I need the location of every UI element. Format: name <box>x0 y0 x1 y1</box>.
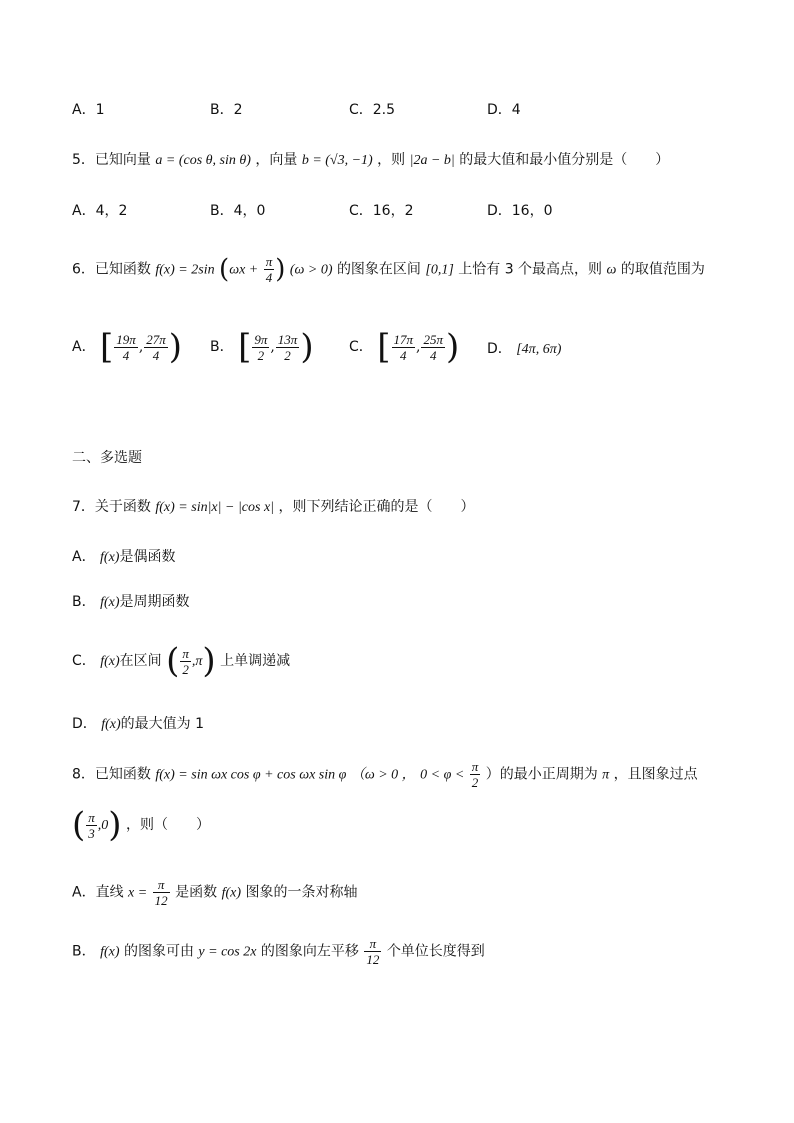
q6-mid: 的图象在区间 <box>336 261 421 278</box>
q6-option-a: A． [ $\frac{19\pi}{4}$ , $\frac{27\pi}{4}$ ) <box>72 327 183 367</box>
q5-option-d: D．16，0 <box>487 203 553 219</box>
q8-cond3: ）的最小正周期为 <box>485 766 598 783</box>
q6-func-fraction: $\frac{\pi}{4}$ <box>265 254 273 285</box>
question-7 <box>72 496 474 519</box>
q7-option-c: C． f(x)在区间 ( $\frac{\pi}{2}$ ,π) 上单调递减 <box>72 641 291 681</box>
q6-interval: [0,1] <box>425 262 454 278</box>
q7-suffix: ，则下列结论正确的是（ ） <box>278 499 475 515</box>
question-5 <box>72 149 669 172</box>
q8-function: f(x) = sin ωx cos φ + cos ωx sin φ <box>155 767 347 783</box>
q8-suffix: ，且图象过点 <box>613 766 698 783</box>
question-8 <box>72 759 698 790</box>
q7-option-b: B． f(x)是周期函数 <box>72 594 190 610</box>
q7-option-d: D． f(x)的最大值为 1 <box>72 716 205 732</box>
q6-suffix: 上恰有 3 个最高点，则 <box>458 261 603 278</box>
q8-then: ，则（ ） <box>126 817 210 833</box>
q6-condition: (ω > 0) <box>289 262 333 278</box>
q8-point-fraction: $\frac{\pi}{3}$ <box>88 809 95 841</box>
q4-option-c: C．2.5 <box>349 102 396 118</box>
q4-option-d: D．4 <box>487 102 521 118</box>
q7-option-a: A． f(x)是偶函数 <box>72 549 176 565</box>
q8-cond1: （ω > 0 ， <box>350 767 416 783</box>
q5-mid: ，向量 <box>255 152 298 168</box>
q6-func-inner: ωx + <box>229 262 259 278</box>
q8-period: π <box>602 767 610 783</box>
q7-function: f(x) = sin|x| − |cos x| <box>155 500 275 515</box>
q5-mid2: ，则 <box>377 152 406 168</box>
q8-point-line: ( $\frac{\pi}{3}$ ,0) ，则（ ） <box>72 805 210 845</box>
q8-prefix: 8．已知函数 <box>72 766 151 783</box>
q5-suffix: 的最大值和最小值分别是（ ） <box>459 152 670 168</box>
q5-prefix: 5．已知向量 <box>72 152 151 168</box>
q6-option-c: C． [ $\frac{17\pi}{4}$ , $\frac{25\pi}{4}$ ) <box>349 327 460 367</box>
q5-option-b: B．4，0 <box>210 203 266 219</box>
q4-option-b: B．2 <box>210 102 243 118</box>
q6-func-head: f(x) = 2sin <box>155 262 215 278</box>
q5-option-c: C．16，2 <box>349 203 414 219</box>
q5-expression: |2a − b| <box>409 153 455 168</box>
q5-option-a: A．4，2 <box>72 203 128 219</box>
q5-vector-b: b = (√3, −1) <box>301 153 373 168</box>
q6-option-d: D． [4π, 6π) <box>487 341 562 357</box>
q5-vector-a: a = (cos θ, sin θ) <box>155 153 251 168</box>
q4-option-a: A．1 <box>72 102 105 118</box>
q8-option-a: A．直线 x = $\frac{\pi}{12}$ 是函数 f(x) 图象的一条对称轴 <box>72 877 358 908</box>
q6-prefix: 6．已知函数 <box>72 261 151 278</box>
question-6: 6．已知函数 f(x) = 2sin (ωx + $\frac{\pi}{4}$ ) (ω > 0) 的图象在区间 [0,1] 上恰有 3 个最高点，则 ω 的取值范围为 <box>72 254 705 285</box>
q8-option-b: B． f(x) 的图象可由 y = cos 2x 的图象向左平移 $\frac{\pi}{12}$ 个单位长度得到 <box>72 936 485 967</box>
q6-omega: ω <box>606 262 617 278</box>
q6-option-b: B． [ $\frac{9\pi}{2}$ , $\frac{13\pi}{2}$ ) <box>210 327 314 367</box>
section-title: 二、多选题 <box>72 450 142 466</box>
q6-suffix2: 的取值范围为 <box>620 261 705 278</box>
q8-cond2: 0 < φ < <box>420 767 465 783</box>
q8-cond-fraction: $\frac{\pi}{2}$ <box>471 759 479 790</box>
q7-prefix: 7．关于函数 <box>72 499 151 515</box>
